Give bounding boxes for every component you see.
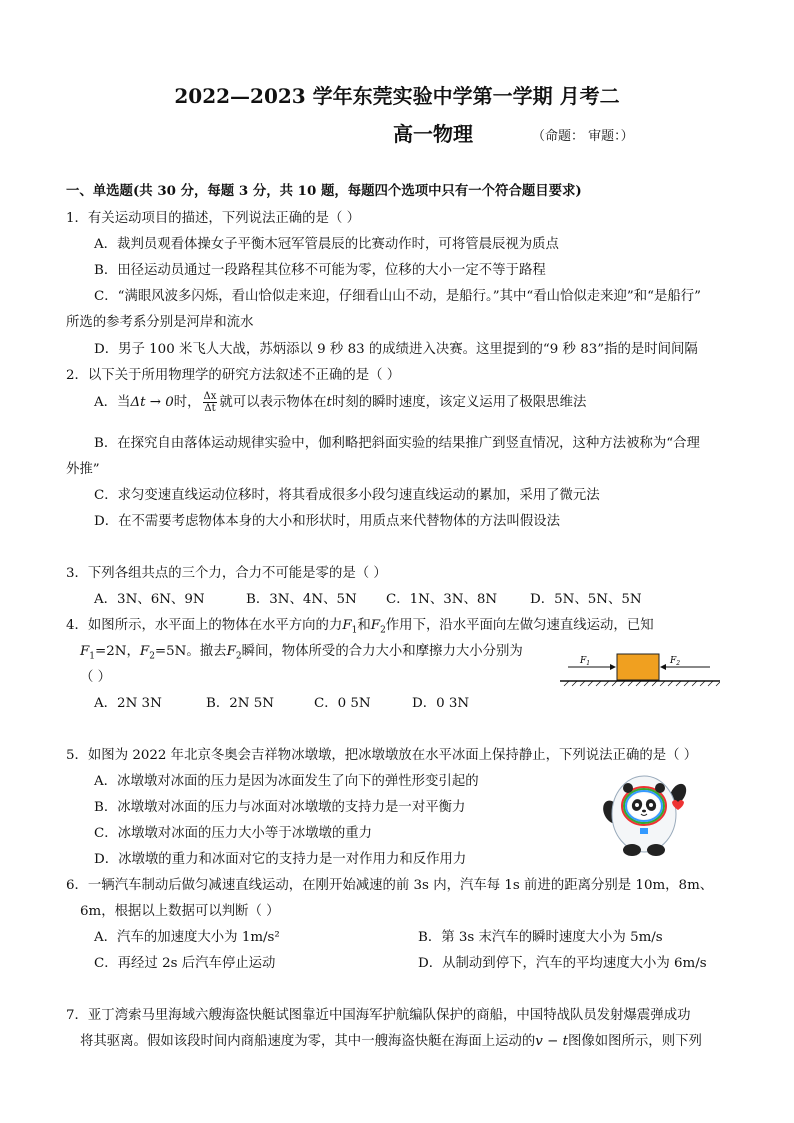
q4-l2-val1: =2N， bbox=[95, 644, 140, 659]
q4-force-svg bbox=[560, 650, 720, 690]
q4-l2-val2: =5N。撤去 bbox=[154, 644, 227, 659]
q4-f2: F bbox=[370, 618, 381, 633]
q7-vt: v − t bbox=[535, 1034, 568, 1049]
q5-stem: 5．如图为 2022 年北京冬奥会吉祥物冰墩墩，把冰墩墩放在水平冰面上保持静止，下列说法正确的是（ ） bbox=[66, 748, 698, 763]
q2-a-t: t bbox=[326, 395, 332, 410]
q3-option-c: C．1N、3N、8N bbox=[386, 592, 498, 607]
q5-option-b: B．冰墩墩对冰面的压力与冰面对冰墩墩的支持力是一对平衡力 bbox=[94, 800, 466, 815]
q2-a-denominator: Δt bbox=[204, 403, 216, 414]
mascot-image bbox=[598, 772, 690, 858]
q1-option-c-line2: 所选的参考系分别是河岸和流水 bbox=[66, 315, 254, 330]
q1-stem: 1．有关运动项目的描述，下列说法正确的是（ ） bbox=[66, 211, 360, 226]
q4-option-b: B．2N 5N bbox=[206, 696, 274, 711]
mascot-svg bbox=[598, 772, 690, 858]
q3-option-d: D．5N、5N、5N bbox=[530, 592, 642, 607]
q2-a-prefix: A．当 bbox=[94, 395, 131, 410]
page-subtitle: 高一物理 bbox=[393, 122, 473, 146]
block bbox=[617, 654, 659, 680]
q1-option-b: B．田径运动员通过一段路程其位移不可能为零，位移的大小一定不等于路程 bbox=[94, 263, 546, 278]
q1-option-d: D．男子 100 米飞人大战，苏炳添以 9 秒 83 的成绩进入决赛。这里提到的“9 秒 83”指的是时间间隔 bbox=[94, 342, 698, 357]
q4-l2-f2-sub: 2 bbox=[149, 651, 155, 662]
q4-l2-f1: F bbox=[80, 644, 90, 659]
q6-stem-line2: 6m，根据以上数据可以判断（ ） bbox=[80, 904, 280, 919]
q2-option-a bbox=[94, 391, 586, 414]
q6-stem-line1: 6．一辆汽车制动后做匀减速直线运动，在刚开始减速的前 3s 内，汽车每 1s 前进的距离分别是 10m，8m、 bbox=[66, 878, 714, 893]
q1-option-a: A．裁判员观看体操女子平衡木冠军管晨辰的比赛动作时，可将管晨辰视为质点 bbox=[94, 237, 559, 252]
q2-option-b-line1: B．在探究自由落体运动规律实验中，伽利略把斜面实验的结果推广到竖直情况，这种方法被称为“合理 bbox=[94, 436, 700, 451]
q6-option-a: A．汽车的加速度大小为 1m/s² bbox=[94, 930, 280, 945]
q2-stem: 2．以下关于所用物理学的研究方法叙述不正确的是（ ） bbox=[66, 368, 401, 383]
q1-option-c-line1: C．“满眼风波多闪烁，看山恰似走来迎，仔细看山山不动，是船行。”其中“看山恰似走来迎”和“是船行” bbox=[94, 289, 702, 304]
q4-l2-f2b-sub: 2 bbox=[235, 651, 242, 662]
q3-stem: 3．下列各组共点的三个力，合力不可能是零的是（ ） bbox=[66, 566, 387, 581]
q4-l2-rest: 瞬间，物体所受的合力大小和摩擦力大小分别为 bbox=[241, 644, 523, 659]
q4-option-a: A．2N 3N bbox=[94, 696, 162, 711]
q4-stem-1b: 作用下，沿水平面向左做匀速直线运动，已知 bbox=[385, 618, 654, 633]
q4-option-c: C．0 5N bbox=[314, 696, 371, 711]
q7-l2-a: 将其驱离。假如该段时间内商船速度为零，其中一艘海盗快艇在海面上运动的 bbox=[80, 1034, 536, 1049]
q7-l2-c: 图像如图所示，则下列 bbox=[567, 1034, 702, 1049]
fig-f2-label: $F_2$ bbox=[670, 656, 681, 667]
q5-option-d: D．冰墩墩的重力和冰面对它的支持力是一对作用力和反作用力 bbox=[94, 852, 467, 867]
q3-option-a: A．3N、6N、9N bbox=[94, 592, 205, 607]
q4-f1-sub: 1 bbox=[351, 625, 358, 636]
q6-option-d: D．从制动到停下，汽车的平均速度大小为 6m/s bbox=[418, 956, 707, 971]
q4-stem-line1 bbox=[66, 614, 654, 636]
q5-option-a: A．冰墩墩对冰面的压力是因为冰面发生了向下的弹性形变引起的 bbox=[94, 774, 479, 789]
q2-a-delta: Δt → 0 bbox=[130, 395, 174, 410]
q2-option-d: D．在不需要考虑物体本身的大小和形状时，用质点来代替物体的方法叫假设法 bbox=[94, 514, 561, 529]
q5-option-c: C．冰墩墩对冰面的压力大小等于冰墩墩的重力 bbox=[94, 826, 373, 841]
q2-a-post1: 就可以表示物体在 bbox=[219, 395, 327, 410]
q2-a-fraction bbox=[203, 391, 218, 414]
q4-stem-1a: 4．如图所示，水平面上的物体在水平方向的力 bbox=[66, 618, 343, 633]
page-title: 2022—2023 学年东莞实验中学第一学期 月考二 bbox=[174, 84, 620, 108]
q6-option-b: B．第 3s 末汽车的瞬时速度大小为 5m/s bbox=[418, 930, 663, 945]
q2-a-mid: 时， bbox=[173, 395, 201, 410]
q2-a-numerator: Δx bbox=[203, 391, 217, 402]
q2-option-b-line2: 外推” bbox=[66, 462, 100, 477]
q4-and: 和 bbox=[357, 618, 371, 633]
q4-l2-f2: F bbox=[139, 644, 150, 659]
q4-f1: F bbox=[342, 618, 352, 633]
q4-option-d: D．0 3N bbox=[412, 696, 470, 711]
q2-a-post2: 时刻的瞬时速度，该定义运用了极限思维法 bbox=[331, 395, 587, 410]
q4-force-figure bbox=[560, 650, 720, 690]
q4-f2-sub: 2 bbox=[380, 625, 386, 636]
q4-stem-line2 bbox=[80, 640, 523, 662]
q4-answer-paren: （ ） bbox=[80, 670, 112, 685]
q6-option-c: C．再经过 2s 后汽车停止运动 bbox=[94, 956, 276, 971]
author-note: （命题： 审题：） bbox=[532, 129, 634, 144]
q4-l2-f2b: F bbox=[226, 644, 236, 659]
q2-option-c: C．求匀变速直线运动位移时，将其看成很多小段匀速直线运动的累加，采用了微元法 bbox=[94, 488, 600, 503]
section-heading: 一、单选题(共 30 分，每题 3 分，共 10 题，每题四个选项中只有一个符合题目要求) bbox=[66, 183, 582, 199]
q4-l2-f1-sub: 1 bbox=[89, 651, 96, 662]
q7-stem-line1: 7．亚丁湾索马里海域六艘海盗快艇试图靠近中国海军护航编队保护的商船，中国特战队员发射爆震弹成功 bbox=[66, 1008, 691, 1023]
q7-stem-line2 bbox=[80, 1030, 702, 1049]
fig-f1-label: $F_1$ bbox=[580, 656, 591, 667]
q3-option-b: B．3N、4N、5N bbox=[246, 592, 357, 607]
